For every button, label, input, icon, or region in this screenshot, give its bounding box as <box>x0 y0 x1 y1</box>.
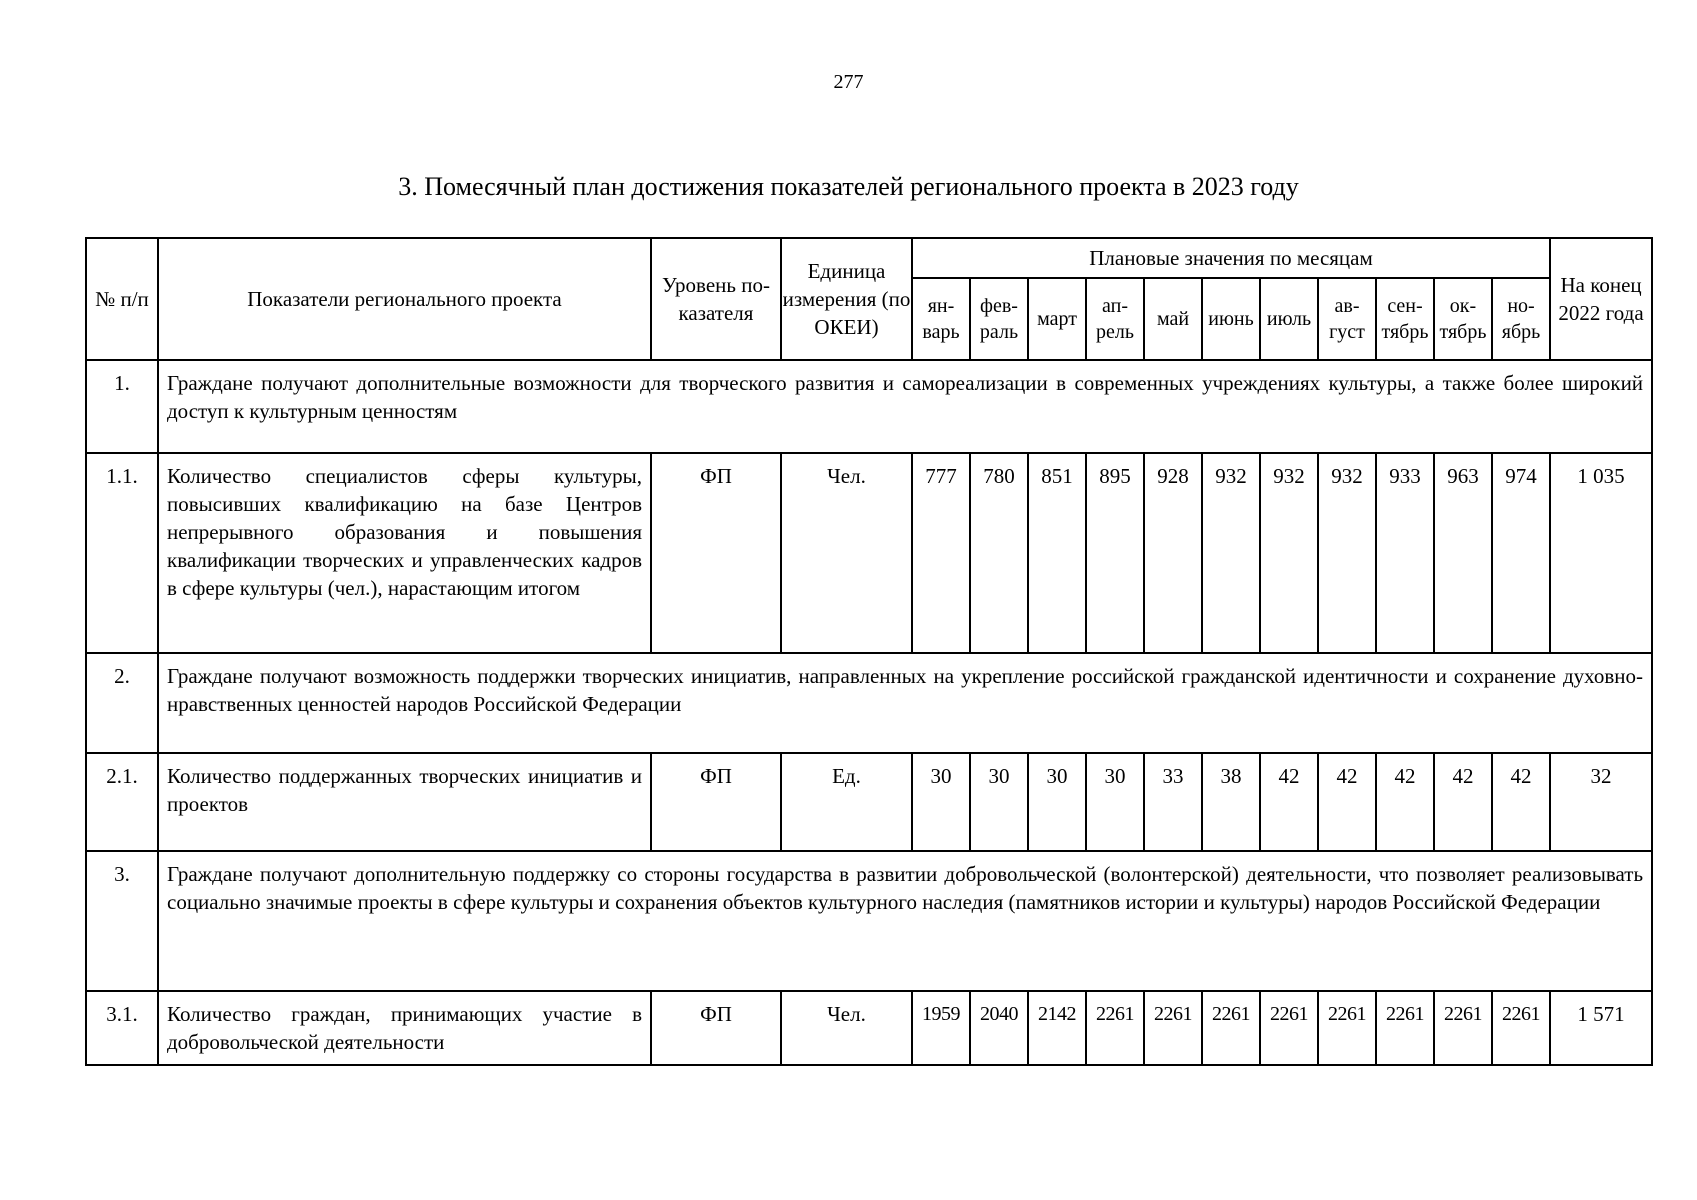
end-year-value: 32 <box>1550 753 1652 851</box>
row-number: 3. <box>86 851 158 991</box>
month-value: 42 <box>1376 753 1434 851</box>
row-number: 1.1. <box>86 453 158 653</box>
section-text: Граждане получают дополнительную поддержку со стороны государства в развитии добровольческой (волонтерской) деятельности, что позволяет реализовывать социально значимые проекты в сфере культуры и сохранения объектов культурного наследия (памятников истории и культуры) народов Российской Федерации <box>158 851 1652 991</box>
month-value: 42 <box>1260 753 1318 851</box>
month-value: 30 <box>1028 753 1086 851</box>
indicators-table <box>85 237 1653 1066</box>
end-year-value: 1 035 <box>1550 453 1652 653</box>
header-month: ав-густ <box>1318 278 1376 360</box>
indicator-name: Количество специалистов сферы культуры, повысивших квалификацию на базе Центров непрерывного образования и повышения квалификации творческих и управленческих кадров в сфере культуры (чел.), нарастающим итогом <box>158 453 651 653</box>
header-month: ян-варь <box>912 278 970 360</box>
section-row <box>86 653 1652 753</box>
indicator-level: ФП <box>651 453 781 653</box>
indicator-name: Количество граждан, принимающих участие в добровольческой деятельности <box>158 991 651 1065</box>
header-level: Уровень по-казателя <box>651 238 781 360</box>
row-number: 1. <box>86 360 158 453</box>
header-num: № п/п <box>86 238 158 360</box>
header-month: но-ябрь <box>1492 278 1550 360</box>
month-value: 780 <box>970 453 1028 653</box>
month-value: 974 <box>1492 453 1550 653</box>
header-row <box>86 238 1652 278</box>
header-month: сен-тябрь <box>1376 278 1434 360</box>
section-row <box>86 360 1652 453</box>
month-value: 2261 <box>1434 991 1492 1065</box>
header-indicator: Показатели регионального проекта <box>158 238 651 360</box>
month-value: 933 <box>1376 453 1434 653</box>
month-value: 38 <box>1202 753 1260 851</box>
header-month: март <box>1028 278 1086 360</box>
month-value: 2261 <box>1202 991 1260 1065</box>
header-month: фев-раль <box>970 278 1028 360</box>
month-value: 2261 <box>1492 991 1550 1065</box>
month-value: 30 <box>970 753 1028 851</box>
header-end-year: На конец 2022 года <box>1550 238 1652 360</box>
month-value: 42 <box>1434 753 1492 851</box>
month-value: 932 <box>1318 453 1376 653</box>
section-text: Граждане получают дополнительные возможности для творческого развития и самореализации в современных учреждениях культуры, а также более широкий доступ к культурным ценностям <box>158 360 1652 453</box>
header-unit: Единица измерения (по ОКЕИ) <box>781 238 912 360</box>
row-number: 3.1. <box>86 991 158 1065</box>
section-text: Граждане получают возможность поддержки творческих инициатив, направленных на укрепление российской гражданской идентичности и сохранение духовно-нравственных ценностей народов Российской Федерации <box>158 653 1652 753</box>
month-value: 2040 <box>970 991 1028 1065</box>
month-value: 2261 <box>1144 991 1202 1065</box>
header-planned: Плановые значения по месяцам <box>912 238 1550 278</box>
month-value: 2261 <box>1318 991 1376 1065</box>
page-title: 3. Помесячный план достижения показателей регионального проекта в 2023 году <box>398 172 1299 201</box>
header-month: ок-тябрь <box>1434 278 1492 360</box>
month-value: 33 <box>1144 753 1202 851</box>
indicator-row <box>86 991 1652 1065</box>
header-month: ап-рель <box>1086 278 1144 360</box>
indicator-unit: Ед. <box>781 753 912 851</box>
indicator-row <box>86 753 1652 851</box>
row-number: 2. <box>86 653 158 753</box>
indicator-row <box>86 453 1652 653</box>
header-month: июль <box>1260 278 1318 360</box>
end-year-value: 1 571 <box>1550 991 1652 1065</box>
month-value: 42 <box>1492 753 1550 851</box>
month-value: 777 <box>912 453 970 653</box>
section-row <box>86 851 1652 991</box>
month-value: 932 <box>1260 453 1318 653</box>
month-value: 30 <box>1086 753 1144 851</box>
month-value: 851 <box>1028 453 1086 653</box>
month-value: 2261 <box>1260 991 1318 1065</box>
month-value: 42 <box>1318 753 1376 851</box>
month-value: 963 <box>1434 453 1492 653</box>
month-value: 1959 <box>912 991 970 1065</box>
page-number: 277 <box>833 71 864 93</box>
month-value: 2142 <box>1028 991 1086 1065</box>
month-value: 2261 <box>1086 991 1144 1065</box>
header-month: май <box>1144 278 1202 360</box>
month-value: 895 <box>1086 453 1144 653</box>
indicator-level: ФП <box>651 753 781 851</box>
month-value: 2261 <box>1376 991 1434 1065</box>
indicator-name: Количество поддержанных творческих инициатив и проектов <box>158 753 651 851</box>
row-number: 2.1. <box>86 753 158 851</box>
header-month: июнь <box>1202 278 1260 360</box>
indicator-unit: Чел. <box>781 991 912 1065</box>
month-value: 30 <box>912 753 970 851</box>
month-value: 928 <box>1144 453 1202 653</box>
month-value: 932 <box>1202 453 1260 653</box>
indicator-level: ФП <box>651 991 781 1065</box>
indicator-unit: Чел. <box>781 453 912 653</box>
